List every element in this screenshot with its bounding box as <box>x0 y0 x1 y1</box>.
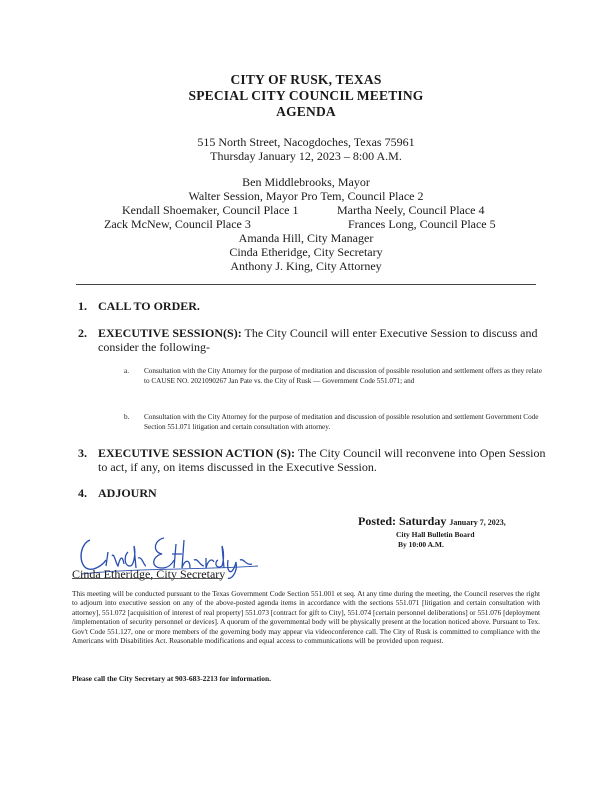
agenda-item-4 <box>78 486 548 502</box>
agenda-item-3 <box>78 446 548 476</box>
subitem-text: Consultation with the City Attorney for the purpose of meditation and discussion of possible resolution and settlement offers as they relate to CAUSE NO. 2021090267 Jan Pate vs. the City of Rusk — Government Code 551.071; and <box>144 367 542 385</box>
meeting-datetime: Thursday January 12, 2023 – 8:00 A.M. <box>210 149 402 163</box>
official-manager: Amanda Hill, City Manager <box>238 231 374 245</box>
posted-location: City Hall Bulletin Board <box>396 530 475 539</box>
item-title: ADJOURN <box>98 486 157 500</box>
item-title: EXECUTIVE SESSION ACTION (S): <box>98 446 296 460</box>
official-mayor-pro-tem: Walter Session, Mayor Pro Tem, Council Place 2 <box>188 189 424 203</box>
item-title: EXECUTIVE SESSION(S): <box>98 326 242 340</box>
posted-date: January 7, 2023, <box>449 518 506 527</box>
meeting-address: 515 North Street, Nacogdoches, Texas 75961 <box>197 135 415 149</box>
agenda-subitem-b <box>124 412 544 434</box>
official-place5: Frances Long, Council Place 5 <box>348 217 496 231</box>
agenda-item-1 <box>78 299 548 315</box>
item-text: The City Council will reconvene into Open Session to act, if any, on items discussed in the Executive Session. <box>98 446 546 474</box>
item-title: CALL TO ORDER. <box>98 299 200 313</box>
divider <box>76 284 536 285</box>
legal-notice: This meeting will be conducted pursuant to the Texas Government Code Section 551.001 et seq. At any time during the meeting, the Council reserves the right to adjourn into executive session on any of the above-posted agenda items in accordance with the sections 551.071 [litigation and certain consultation with attorney], 551.072 [acquisition of interest of real property] 551.073 [contract for gift to City], 551.074 [certain personnel deliberations] or 551.076 [deployment /implementation of security personnel or devices]. A quorum of the governmental body will be physically present at the location noticed above. Pursuant to Tex. Gov't Code 551.127, one or more members of the governing body may appear via videoconference call. The City of Rusk is committed to compliance with the Americans with Disabilities Act. Reasonable modifications and equal access to communications will be provided upon request. <box>72 589 540 646</box>
item-text: The City Council will enter Executive Session to discuss and consider the following- <box>98 326 538 354</box>
official-place3: Zack McNew, Council Place 3 <box>104 217 251 231</box>
item-number: 1. <box>78 299 87 313</box>
signature-line <box>72 578 222 579</box>
meeting-title: SPECIAL CITY COUNCIL MEETING <box>188 88 424 103</box>
item-number: 3. <box>78 446 87 460</box>
posted-label: Posted: Saturday <box>358 514 447 528</box>
official-place4: Martha Neely, Council Place 4 <box>337 203 485 217</box>
item-number: 4. <box>78 486 87 500</box>
agenda-item-2 <box>78 326 548 356</box>
official-attorney: Anthony J. King, City Attorney <box>230 259 382 273</box>
subitem-letter: b. <box>124 413 130 421</box>
agenda-title: AGENDA <box>276 104 336 119</box>
posted-time: By 10:00 A.M. <box>398 540 444 549</box>
posted-notice <box>358 514 506 529</box>
item-number: 2. <box>78 326 87 340</box>
signatory-name: Cinda Etheridge, City Secretary <box>72 567 226 581</box>
official-mayor: Ben Middlebrooks, Mayor <box>242 175 370 189</box>
subitem-letter: a. <box>124 367 129 375</box>
official-place1: Kendall Shoemaker, Council Place 1 <box>122 203 299 217</box>
city-title: CITY OF RUSK, TEXAS <box>230 72 382 87</box>
contact-info: Please call the City Secretary at 903-683-2213 for information. <box>72 674 272 683</box>
subitem-text: Consultation with the City Attorney for the purpose of meditation and discussion of possible resolution and settlement Government Code Section 551.071 litigation and certain consultation with attorney. <box>144 413 539 431</box>
agenda-subitem-a <box>124 366 544 398</box>
official-secretary: Cinda Etheridge, City Secretary <box>229 245 383 259</box>
